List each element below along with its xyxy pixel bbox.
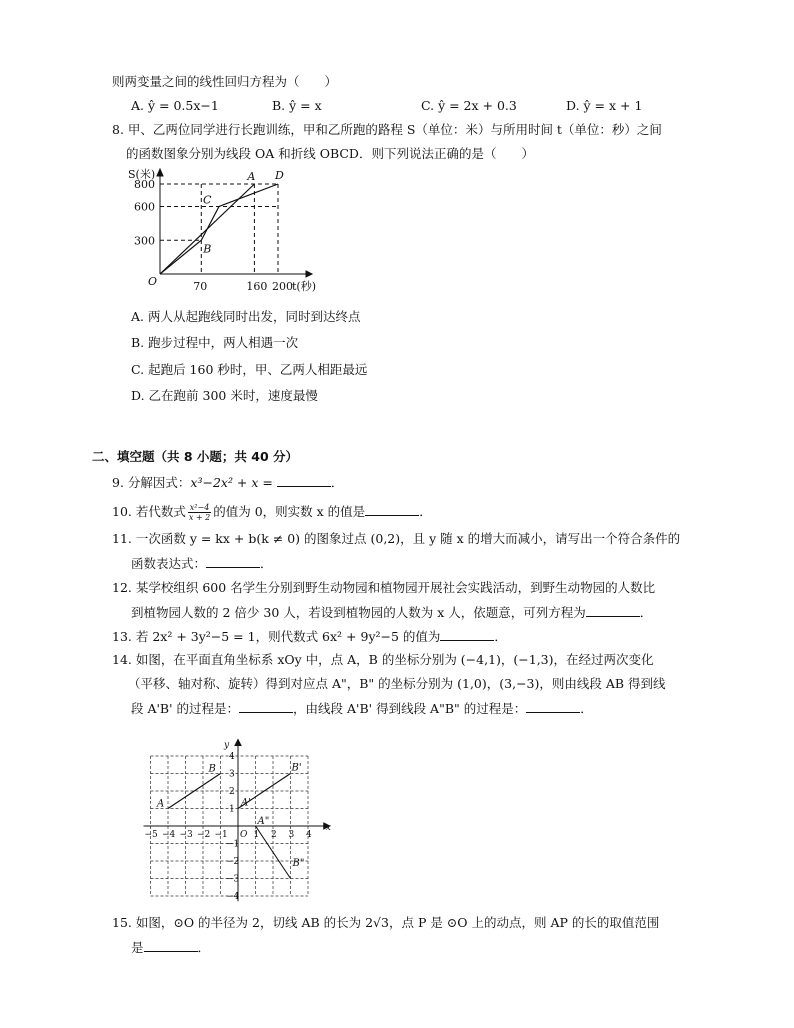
- y-label: 4: [229, 752, 235, 762]
- q14-label-a: 段 A'B' 的过程是：: [131, 701, 240, 716]
- q14-line2: （平移、轴对称、旋转）得到对应点 A"，B" 的坐标分别为 (1,0)，(3,−3)，则由线段 AB 得到线: [128, 676, 666, 691]
- y-label: 1: [229, 804, 235, 815]
- point-label-B: B: [203, 242, 212, 256]
- q7-stem: 则两变量之间的线性回归方程为（ ）: [112, 74, 338, 89]
- q14-answer-blank-1[interactable]: [239, 700, 293, 713]
- y-axis-name: y: [224, 740, 230, 751]
- q14-grid-figure: [134, 724, 334, 904]
- q8-option-c: C. 起跑后 160 秒时，甲、乙两人相距最远: [131, 362, 368, 377]
- y-label: −3: [226, 874, 240, 885]
- q10-numerator: x²−4: [189, 503, 210, 512]
- y-label: 3: [229, 769, 235, 780]
- q10-fraction: [188, 503, 211, 522]
- q9-answer-blank[interactable]: [277, 474, 331, 487]
- q15-answer-blank[interactable]: [144, 939, 198, 952]
- q10-end: ．: [419, 504, 432, 519]
- y-label: 2: [229, 787, 235, 797]
- x-axis-name: x: [325, 823, 331, 833]
- y-tick-600: 600: [134, 200, 155, 214]
- q13-end: ．: [494, 629, 507, 644]
- point-label-A: A: [247, 170, 256, 183]
- q11-line1: 11. 一次函数 y = kx + b(k ≠ 0) 的图象过点 (0,2)，且 y 随 x 的增大而减小，请写出一个符合条件的: [112, 531, 681, 546]
- q12-answer-blank[interactable]: [586, 604, 640, 617]
- q8-stem-line1: 8. 甲、乙两位同学进行长跑训练，甲和乙所跑的路程 S（单位：米）与所用时间 t（单位：秒）之间: [112, 122, 662, 137]
- x-axis-label: t(秒): [292, 280, 317, 293]
- q11-end: ．: [260, 556, 273, 571]
- x-tick-200: 200: [272, 280, 293, 293]
- series-OBCD: [160, 184, 278, 274]
- x-label: 4: [306, 830, 312, 840]
- q12-label: 到植物园人数的 2 倍少 30 人，若设到植物园的人数为 x 人，依题意，可列方程为: [131, 605, 586, 620]
- y-label: −4: [226, 892, 240, 902]
- x-label: 1: [253, 830, 260, 840]
- q15-line2: [131, 939, 210, 956]
- label-A1: A': [241, 797, 251, 809]
- q12-end: ．: [639, 605, 653, 620]
- x-tick-70: 70: [193, 280, 208, 293]
- q14-line1: 14. 如图，在平面直角坐标系 xOy 中，点 A，B 的坐标分别为 (−4,1)，(−1,3)，在经过两次变化: [112, 652, 654, 667]
- q8-option-d: D. 乙在跑前 300 米时，速度最慢: [131, 388, 318, 403]
- y-tick-300: 300: [134, 234, 155, 248]
- q10: [112, 503, 432, 522]
- q11-line2: [131, 555, 273, 572]
- q11-label: 函数表达式：: [131, 556, 207, 571]
- label-A: A: [157, 798, 165, 810]
- y-axis-arrow: [235, 740, 241, 746]
- x-label: −3: [179, 830, 193, 840]
- q10-answer-blank[interactable]: [365, 503, 419, 516]
- point-label-C: C: [203, 193, 212, 207]
- x-label: −4: [162, 830, 176, 840]
- q14-answer-blank-2[interactable]: [526, 700, 580, 713]
- y-tick-800: 800: [134, 178, 155, 191]
- q11-answer-blank[interactable]: [206, 555, 260, 568]
- x-label: 3: [288, 830, 295, 840]
- label-B2: B": [292, 858, 305, 869]
- label-B1: B': [291, 762, 302, 774]
- section-title: 二、填空题（共 8 小题；共 40 分）: [92, 449, 299, 464]
- q8-option-a: A. 两人从起跑线同时出发，同时到达终点: [131, 309, 361, 324]
- q14-end: ．: [580, 701, 593, 716]
- x-label: 2: [271, 830, 277, 840]
- q15-line1: 15. 如图，⊙O 的半径为 2，切线 AB 的长为 2√3，点 P 是 ⊙O 上的动点，则 AP 的长的取值范围: [112, 915, 660, 930]
- q9-prefix: 9. 分解因式：: [112, 475, 191, 490]
- x-label: −5: [144, 830, 158, 840]
- q12-line1: 12. 某学校组织 600 名学生分别到野生动物园和植物园开展社会实践活动，到野生动物园的人数比: [112, 580, 656, 595]
- q14-line3: [131, 700, 593, 717]
- x-label: −1: [214, 830, 228, 840]
- q13-text: 13. 若 2x² + 3y²−5 = 1，则代数式 6x² + 9y²−5 的值为: [112, 629, 441, 644]
- x-tick-160: 160: [246, 280, 268, 293]
- origin-label: O: [240, 830, 248, 840]
- q8-option-b: B. 跑步过程中，两人相遇一次: [131, 335, 299, 350]
- q7-option-d: D. ŷ = x + 1: [566, 98, 643, 113]
- q9-expr: x³−2x² + x =: [190, 475, 273, 490]
- q9: [112, 474, 343, 491]
- y-label: −1: [226, 839, 240, 850]
- label-B: B: [208, 763, 216, 775]
- q7-option-c: C. ŷ = 2x + 0.3: [421, 98, 517, 113]
- q7-option-b: B. ŷ = x: [272, 98, 322, 113]
- q10-prefix: 10. 若代数式: [112, 504, 186, 519]
- q10-denominator: x + 2: [188, 513, 211, 522]
- y-label: −2: [226, 857, 240, 867]
- q15-end: ．: [197, 940, 211, 955]
- q8-graph: [120, 166, 320, 296]
- q13-answer-blank[interactable]: [440, 628, 494, 641]
- q7-option-a: A. ŷ = 0.5x−1: [131, 98, 219, 113]
- q14-label-b: ，由线段 A'B' 得到线段 A"B" 的过程是：: [293, 701, 527, 716]
- q15-label: 是: [131, 940, 144, 955]
- origin-label: O: [148, 275, 158, 288]
- x-label: −2: [197, 830, 211, 840]
- q12-line2: [131, 604, 652, 621]
- label-A2: A": [257, 816, 270, 827]
- point-label-D: D: [275, 169, 284, 182]
- y-axis-label: S(米): [128, 168, 156, 181]
- q8-stem-line2: 的函数图象分别为线段 OA 和折线 OBCD．则下列说法正确的是（ ）: [126, 146, 534, 161]
- q9-end: ．: [330, 475, 344, 490]
- q10-suffix: 的值为 0，则实数 x 的值是: [213, 504, 366, 519]
- q13: [112, 628, 507, 645]
